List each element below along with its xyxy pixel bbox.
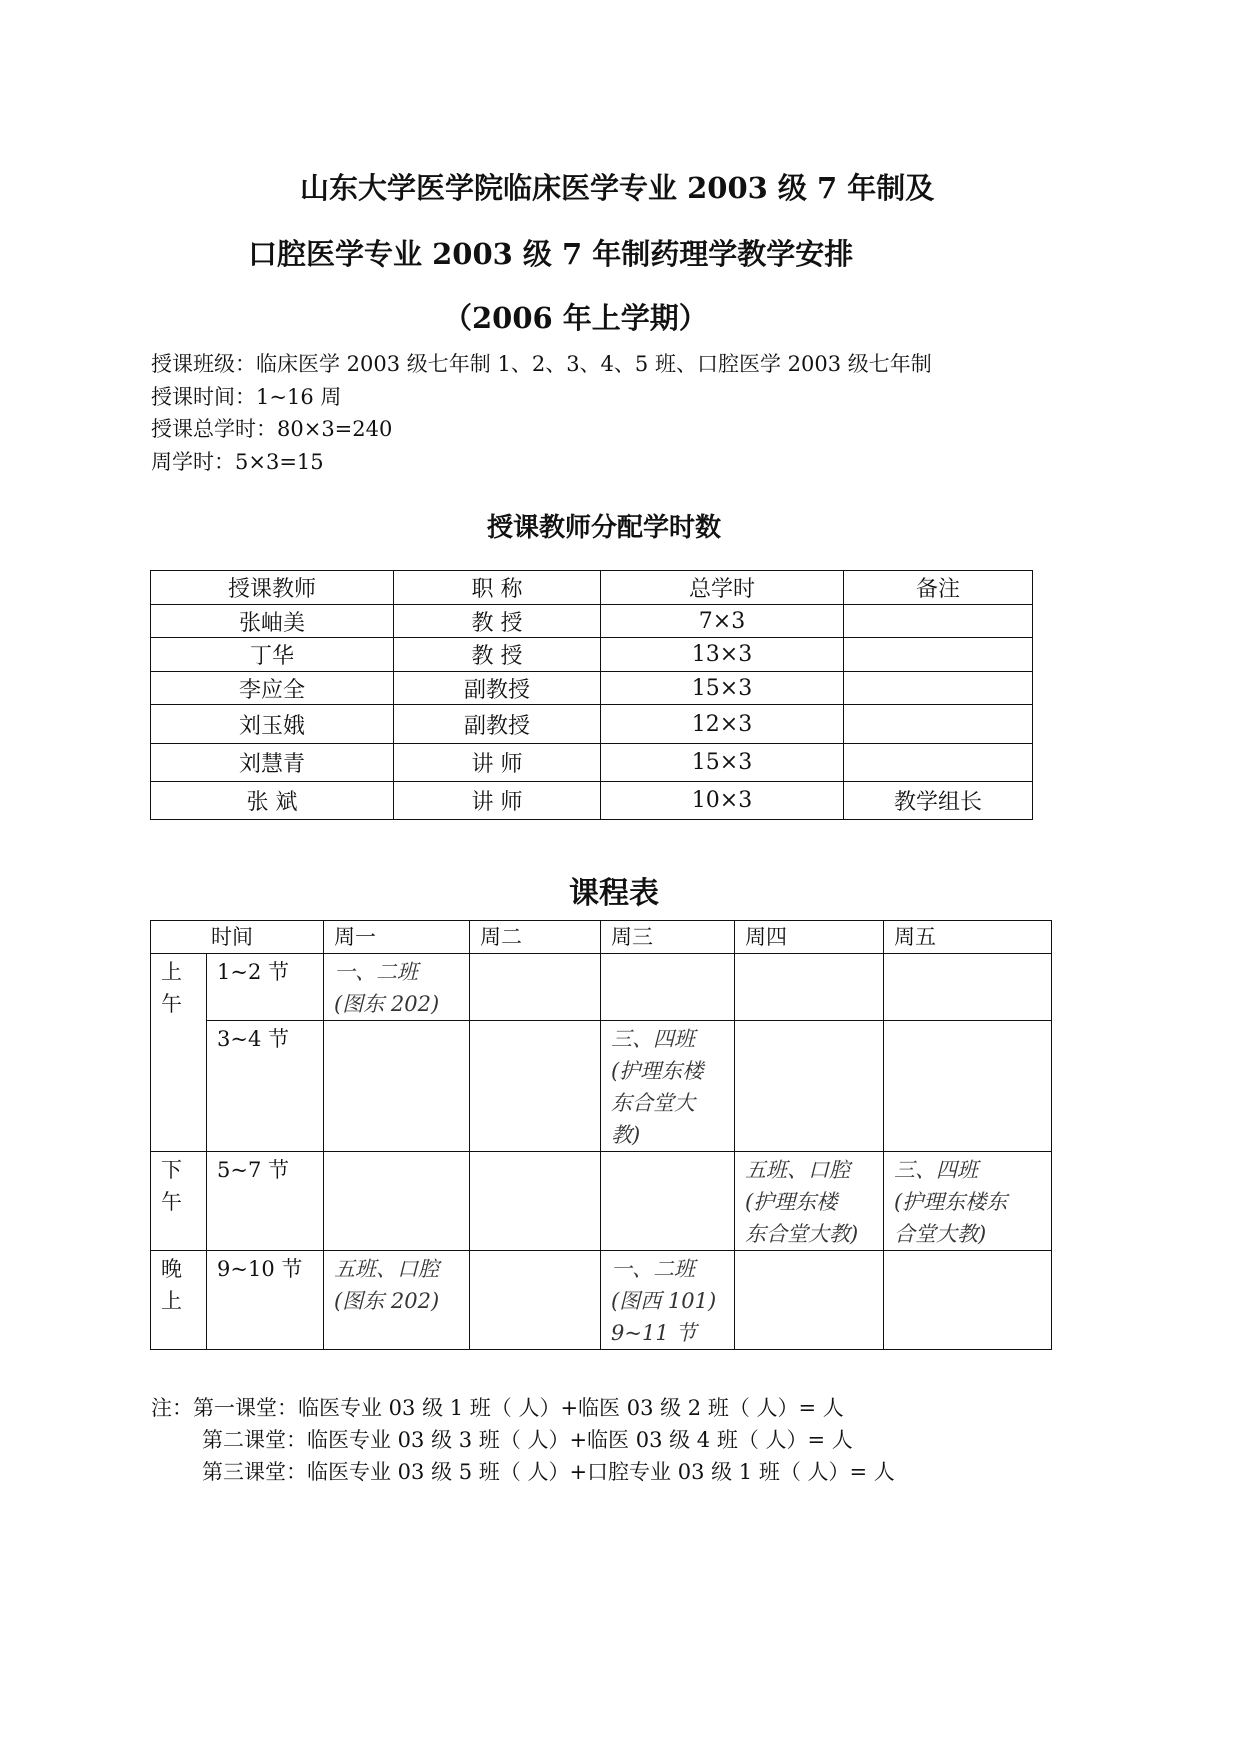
header-cell: 职 称 <box>394 571 601 605</box>
empty-cell <box>735 1251 884 1350</box>
teacher-remark <box>844 744 1033 782</box>
empty-cell <box>470 1021 601 1152</box>
teacher-name: 刘玉娥 <box>151 705 394 744</box>
note-line-2: 第二课堂：临医专业 03 级 3 班（ 人）+临医 03 级 4 班（ 人）= 人 <box>202 1428 853 1452</box>
header-time: 时间 <box>151 921 324 954</box>
teacher-name: 张岫美 <box>151 605 394 638</box>
class-cell: 一、二班 (图东 202) <box>324 954 470 1021</box>
note-line-3: 第三课堂：临医专业 03 级 5 班（ 人）+口腔专业 03 级 1 班（ 人）= 人 <box>202 1460 895 1484</box>
schedule-row <box>151 1152 1052 1251</box>
empty-cell <box>324 1152 470 1251</box>
class-cell: 五班、口腔 (图东 202) <box>324 1251 470 1350</box>
empty-cell <box>735 1021 884 1152</box>
teacher-title: 副教授 <box>394 705 601 744</box>
period-label: 3~4 节 <box>207 1021 324 1152</box>
table-row <box>151 605 1033 638</box>
header-thursday: 周四 <box>735 921 884 954</box>
teacher-name: 李应全 <box>151 672 394 705</box>
teacher-remark <box>844 672 1033 705</box>
schedule-row <box>151 954 1052 1021</box>
info-period: 授课时间：1~16 周 <box>151 385 342 409</box>
schedule-title: 课程表 <box>569 876 659 911</box>
table-row <box>151 638 1033 672</box>
empty-cell <box>884 1021 1052 1152</box>
teachers-table-title: 授课教师分配学时数 <box>487 513 722 543</box>
teacher-title: 讲 师 <box>394 782 601 820</box>
table-row <box>151 744 1033 782</box>
doc-title-line1: 山东大学医学院临床医学专业 2003 级 7 年制及 <box>300 171 935 205</box>
class-cell: 一、二班 (图西 101) 9~11 节 <box>601 1251 735 1350</box>
schedule-table <box>150 920 1052 1350</box>
header-cell: 授课教师 <box>151 571 394 605</box>
schedule-row <box>151 1251 1052 1350</box>
table-row <box>151 705 1033 744</box>
teacher-name: 张 斌 <box>151 782 394 820</box>
teacher-hours: 10×3 <box>601 782 844 820</box>
info-weekly-hours: 周学时：5×3=15 <box>151 450 324 474</box>
period-label: 5~7 节 <box>207 1152 324 1251</box>
teacher-remark <box>844 638 1033 672</box>
class-cell: 三、四班 (护理东楼 东合堂大 教) <box>601 1021 735 1152</box>
teacher-hours: 15×3 <box>601 672 844 705</box>
period-label: 1~2 节 <box>207 954 324 1021</box>
session-morning: 上 午 <box>151 954 207 1152</box>
table-row <box>151 782 1033 820</box>
info-classes: 授课班级：临床医学 2003 级七年制 1、2、3、4、5 班、口腔医学 2003 级七年制 <box>151 352 932 376</box>
teacher-name: 刘慧青 <box>151 744 394 782</box>
empty-cell <box>470 1152 601 1251</box>
teacher-hours: 15×3 <box>601 744 844 782</box>
info-total-hours: 授课总学时：80×3=240 <box>151 417 393 441</box>
class-cell: 三、四班 (护理东楼东 合堂大教) <box>884 1152 1052 1251</box>
header-monday: 周一 <box>324 921 470 954</box>
teacher-name: 丁华 <box>151 638 394 672</box>
table-row <box>151 672 1033 705</box>
teacher-title: 教 授 <box>394 638 601 672</box>
note-line-1: 注：第一课堂：临医专业 03 级 1 班（ 人）+临医 03 级 2 班（ 人）= 人 <box>151 1396 844 1420</box>
empty-cell <box>601 1152 735 1251</box>
empty-cell <box>735 954 884 1021</box>
schedule-row <box>151 1021 1052 1152</box>
teacher-remark: 教学组长 <box>844 782 1033 820</box>
teachers-table <box>150 570 1033 820</box>
empty-cell <box>884 954 1052 1021</box>
session-evening: 晚 上 <box>151 1251 207 1350</box>
header-tuesday: 周二 <box>470 921 601 954</box>
header-wednesday: 周三 <box>601 921 735 954</box>
doc-title-line2: 口腔医学专业 2003 级 7 年制药理学教学安排 <box>248 237 854 271</box>
teacher-remark <box>844 605 1033 638</box>
class-cell: 五班、口腔 (护理东楼 东合堂大教) <box>735 1152 884 1251</box>
teacher-hours: 7×3 <box>601 605 844 638</box>
header-cell: 备注 <box>844 571 1033 605</box>
empty-cell <box>324 1021 470 1152</box>
teacher-title: 教 授 <box>394 605 601 638</box>
empty-cell <box>470 1251 601 1350</box>
header-friday: 周五 <box>884 921 1052 954</box>
schedule-header-row <box>151 921 1052 954</box>
empty-cell <box>884 1251 1052 1350</box>
teacher-hours: 13×3 <box>601 638 844 672</box>
doc-title-line3: （2006 年上学期） <box>443 301 708 335</box>
teacher-title: 副教授 <box>394 672 601 705</box>
teacher-remark <box>844 705 1033 744</box>
empty-cell <box>601 954 735 1021</box>
table-header-row <box>151 571 1033 605</box>
teacher-title: 讲 师 <box>394 744 601 782</box>
header-cell: 总学时 <box>601 571 844 605</box>
period-label: 9~10 节 <box>207 1251 324 1350</box>
teacher-hours: 12×3 <box>601 705 844 744</box>
empty-cell <box>470 954 601 1021</box>
session-afternoon: 下 午 <box>151 1152 207 1251</box>
